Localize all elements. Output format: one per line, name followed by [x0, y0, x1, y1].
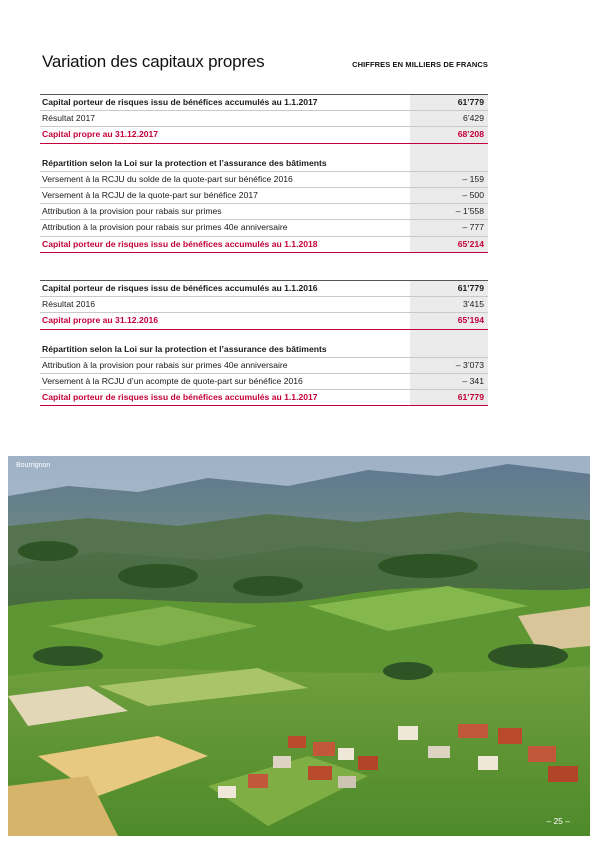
section-heading [40, 156, 488, 172]
photo-caption: Bourrignon [16, 462, 51, 469]
row-label: Capital propre au 31.12.2017 [42, 129, 159, 140]
section-heading [40, 342, 488, 358]
row-value: 65’194 [410, 313, 488, 328]
unit-label: CHIFFRES EN MILLIERS DE FRANCS [352, 60, 488, 69]
table-row [40, 94, 488, 111]
table-row [40, 358, 488, 374]
row-label: Résultat 2016 [42, 299, 96, 310]
table-row-total [40, 390, 488, 406]
table-row [40, 374, 488, 390]
row-label: Capital porteur de risques issu de bénéfices accumulés au 1.1.2018 [42, 238, 318, 249]
row-value: 6’429 [410, 111, 488, 126]
page-title: Variation des capitaux propres [42, 52, 265, 71]
equity-table-2017 [40, 94, 488, 253]
table-row-total [40, 313, 488, 329]
row-value: 3’415 [410, 297, 488, 312]
row-label: Versement à la RCJU du solde de la quote-part sur bénéfice 2016 [42, 173, 293, 184]
landscape-illustration [8, 456, 590, 836]
table-row [40, 220, 488, 236]
row-value: – 159 [410, 172, 488, 187]
row-value: 61’779 [410, 281, 488, 296]
row-label: Résultat 2017 [42, 113, 96, 124]
equity-table-2016 [40, 280, 488, 406]
row-value [410, 156, 488, 171]
row-value: – 341 [410, 374, 488, 389]
landscape-photo [8, 456, 590, 836]
table-row [40, 172, 488, 188]
page-number: – 25 – [546, 816, 570, 826]
row-label: Attribution à la provision pour rabais sur primes 40e anniversaire [42, 222, 288, 233]
row-value: 61’779 [410, 390, 488, 405]
row-value: 65’214 [410, 237, 488, 252]
row-value: – 1’558 [410, 204, 488, 219]
section-heading-label: Répartition selon la Loi sur la protection et l’assurance des bâtiments [42, 343, 327, 354]
row-value: – 3’073 [410, 358, 488, 373]
table-row-total [40, 237, 488, 253]
row-label: Capital porteur de risques issu de bénéfices accumulés au 1.1.2016 [42, 283, 318, 293]
row-value: – 777 [410, 220, 488, 235]
row-label: Attribution à la provision pour rabais sur primes 40e anniversaire [42, 359, 288, 370]
table-row [40, 188, 488, 204]
row-label: Attribution à la provision pour rabais sur primes [42, 206, 222, 217]
row-value: 68’208 [410, 127, 488, 142]
row-label: Capital propre au 31.12.2016 [42, 315, 159, 326]
table-row [40, 111, 488, 127]
spacer [40, 330, 488, 342]
table-row [40, 280, 488, 297]
row-label: Versement à la RCJU de la quote-part sur bénéfice 2017 [42, 189, 258, 200]
table-row [40, 297, 488, 313]
table-row [40, 204, 488, 220]
row-label: Capital porteur de risques issu de bénéfices accumulés au 1.1.2017 [42, 392, 318, 403]
table-row-total [40, 127, 488, 143]
spacer [40, 144, 488, 156]
row-label: Versement à la RCJU d’un acompte de quote-part sur bénéfice 2016 [42, 375, 303, 386]
row-value: 61’779 [410, 95, 488, 110]
row-value [410, 342, 488, 357]
row-label: Capital porteur de risques issu de bénéfices accumulés au 1.1.2017 [42, 97, 318, 107]
section-heading-label: Répartition selon la Loi sur la protection et l’assurance des bâtiments [42, 157, 327, 168]
row-value: – 500 [410, 188, 488, 203]
